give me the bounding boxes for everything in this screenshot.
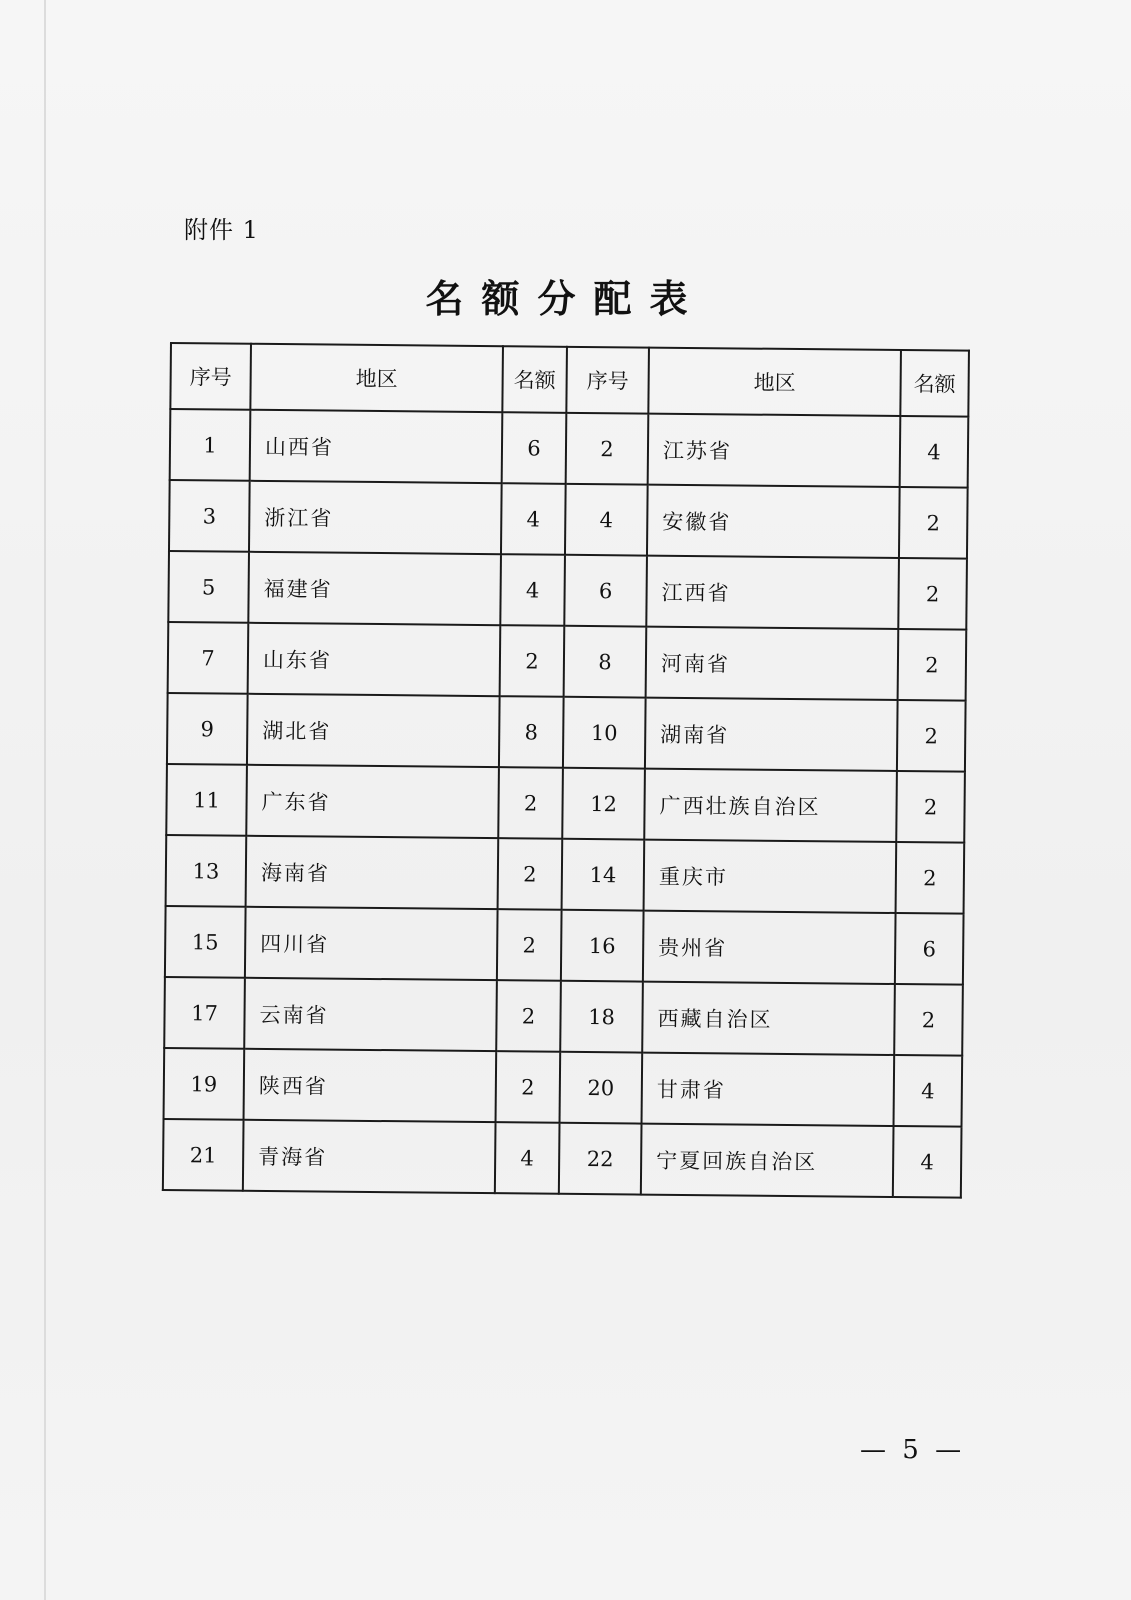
row-no-right: 8 — [564, 626, 647, 698]
row-quota-right: 4 — [893, 1126, 962, 1198]
row-no-left: 5 — [168, 551, 249, 623]
row-region-right: 贵州省 — [643, 911, 896, 984]
row-no-right: 18 — [560, 981, 643, 1053]
row-quota-left: 2 — [497, 909, 562, 981]
annex-label: 附件 1 — [184, 216, 259, 244]
row-no-left: 13 — [166, 835, 247, 907]
row-no-left: 19 — [164, 1048, 245, 1120]
row-quota-right: 2 — [899, 487, 968, 559]
row-region-left: 山东省 — [248, 623, 501, 696]
row-quota-left: 4 — [500, 554, 565, 626]
row-quota-left: 2 — [498, 838, 563, 910]
row-no-left: 15 — [165, 906, 246, 978]
header-region-1: 地区 — [250, 344, 503, 412]
row-no-left: 11 — [166, 764, 247, 836]
table-header-row — [170, 343, 969, 417]
row-region-left: 青海省 — [243, 1120, 496, 1193]
row-quota-right: 2 — [898, 629, 967, 701]
header-no-2: 序号 — [566, 347, 649, 414]
table-row — [170, 409, 969, 488]
row-region-left: 云南省 — [244, 978, 497, 1051]
row-no-left: 9 — [167, 693, 248, 765]
row-quota-left: 4 — [495, 1122, 560, 1194]
row-quota-right: 2 — [898, 558, 967, 630]
row-no-right: 6 — [564, 555, 647, 627]
row-region-left: 广东省 — [246, 765, 499, 838]
header-quota-1: 名额 — [502, 346, 567, 413]
row-quota-right: 4 — [900, 416, 969, 488]
row-region-right: 甘肃省 — [642, 1053, 895, 1126]
table-title: 名额分配表 — [425, 276, 706, 321]
row-no-left: 3 — [169, 480, 250, 552]
row-region-left: 海南省 — [246, 836, 499, 909]
row-region-left: 湖北省 — [247, 694, 500, 767]
row-quota-right: 2 — [894, 984, 963, 1056]
row-region-right: 宁夏回族自治区 — [641, 1124, 894, 1197]
row-no-right: 12 — [562, 768, 645, 840]
row-no-right: 20 — [560, 1052, 643, 1124]
row-quota-right: 4 — [894, 1055, 963, 1127]
row-region-right: 广西壮族自治区 — [644, 769, 897, 842]
row-region-right: 重庆市 — [644, 840, 897, 913]
row-quota-left: 2 — [498, 767, 563, 839]
row-region-left: 山西省 — [250, 410, 503, 483]
row-quota-right: 2 — [896, 771, 965, 843]
row-quota-right: 6 — [895, 913, 964, 985]
row-region-left: 陕西省 — [244, 1049, 497, 1122]
row-quota-right: 2 — [897, 700, 966, 772]
row-no-right: 22 — [559, 1123, 642, 1195]
row-region-right: 江苏省 — [648, 414, 901, 487]
row-no-right: 2 — [566, 413, 649, 485]
row-no-right: 4 — [565, 484, 648, 556]
row-no-left: 7 — [168, 622, 249, 694]
row-region-right: 西藏自治区 — [642, 982, 895, 1055]
table-row — [166, 764, 965, 843]
row-quota-left: 2 — [496, 980, 561, 1052]
row-quota-left: 4 — [501, 483, 566, 555]
row-no-right: 10 — [563, 697, 646, 769]
header-no-1: 序号 — [170, 343, 251, 410]
header-quota-2: 名额 — [900, 350, 969, 417]
table-row — [168, 551, 967, 630]
row-quota-left: 8 — [499, 696, 564, 768]
row-quota-left: 6 — [502, 412, 567, 484]
table-row — [163, 1119, 962, 1198]
row-region-left: 福建省 — [248, 552, 501, 625]
table-row — [167, 693, 966, 772]
row-no-left: 21 — [163, 1119, 244, 1191]
row-quota-right: 2 — [896, 842, 965, 914]
table-row — [166, 835, 965, 914]
row-no-left: 17 — [164, 977, 245, 1049]
row-region-right: 湖南省 — [645, 698, 898, 771]
row-region-right: 安徽省 — [647, 485, 900, 558]
row-region-right: 河南省 — [646, 627, 899, 700]
page-number: — 5 — — [860, 1435, 966, 1465]
table-row — [169, 480, 968, 559]
quota-allocation-table — [162, 342, 970, 1199]
row-no-right: 14 — [562, 839, 645, 911]
row-quota-left: 2 — [500, 625, 565, 697]
table-row — [164, 977, 963, 1056]
table-row — [165, 906, 964, 985]
header-region-2: 地区 — [648, 348, 901, 416]
row-no-right: 16 — [561, 910, 644, 982]
table-row — [168, 622, 967, 701]
page-fold-line — [44, 0, 46, 1600]
row-region-right: 江西省 — [646, 556, 899, 629]
row-quota-left: 2 — [496, 1051, 561, 1123]
row-no-left: 1 — [170, 409, 251, 481]
row-region-left: 浙江省 — [249, 481, 502, 554]
table-row — [164, 1048, 963, 1127]
row-region-left: 四川省 — [245, 907, 498, 980]
